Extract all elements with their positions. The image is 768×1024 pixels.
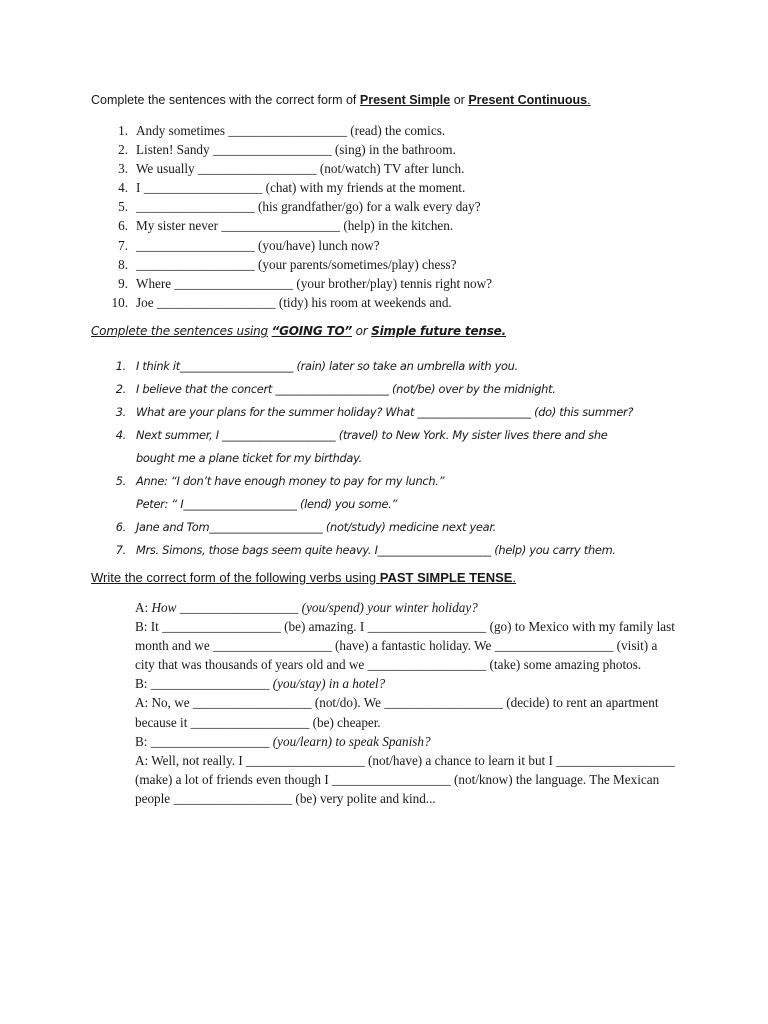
item-text: __________________ (his grandfather/go) for a walk every day? xyxy=(136,199,481,215)
dialog-line xyxy=(135,751,680,808)
item-number: 4. xyxy=(115,428,126,442)
section1-instruction xyxy=(91,93,591,107)
list-item xyxy=(112,539,676,562)
dialog-speaker: A: xyxy=(135,695,149,711)
item-text-continued: bought me a plane ticket for my birthday. xyxy=(136,451,362,465)
item-number: 1. xyxy=(118,123,128,138)
item-text: Joe __________________ (tidy) his room at weekends and. xyxy=(136,294,452,310)
item-number: 9. xyxy=(118,275,128,291)
list-item xyxy=(110,178,492,197)
list-item xyxy=(112,470,676,516)
dialog-text: Well, not really. I __________________ (not/have) a chance to learn it but I __________________ (make) a lot of friends even though I __________________ (not/know) the language. The Mexican people __________________ (be) very polite and kind... xyxy=(135,752,675,806)
item-text-continued: Peter: “ I_____________________ (lend) you some.” xyxy=(136,497,398,511)
dialog-speaker: B: xyxy=(135,676,148,692)
section3-dialog xyxy=(135,598,680,808)
list-item xyxy=(110,159,492,178)
item-text: Mrs. Simons, those bags seem quite heavy. I_____________________ (help) you carry them. xyxy=(136,543,616,557)
item-number: 1. xyxy=(115,359,126,373)
item-number: 6. xyxy=(115,520,126,534)
list-item xyxy=(110,121,492,140)
item-text: I think it_____________________ (rain) later so take an umbrella with you. xyxy=(136,359,518,373)
dialog-speaker: B: xyxy=(135,619,148,635)
item-number: 7. xyxy=(118,237,128,253)
item-text: Anne: “I don’t have enough money to pay for my lunch.” xyxy=(136,474,445,488)
section2-instruction-prefix: Complete the sentences using xyxy=(91,324,268,338)
dialog-line xyxy=(135,732,680,751)
section3-term-past-simple: PAST SIMPLE TENSE xyxy=(379,570,513,585)
section1-term-present-simple: Present Simple xyxy=(359,93,451,107)
dialog-text: No, we __________________ (not/do). We __________________ (decide) to rent an apartment because it __________________ (be) cheaper. xyxy=(135,695,659,730)
dialog-line xyxy=(135,598,680,617)
list-item xyxy=(110,216,492,235)
list-item xyxy=(110,236,492,255)
dialog-text: __________________ (you/learn) to speak Spanish? xyxy=(150,733,431,749)
list-item xyxy=(112,401,676,424)
list-item xyxy=(112,424,676,470)
section2-instruction xyxy=(91,324,506,338)
dialog-text: __________________ (you/stay) in a hotel? xyxy=(150,676,386,692)
section1-instruction-prefix: Complete the sentences with the correct form of xyxy=(91,93,357,107)
item-number: 2. xyxy=(118,142,128,158)
list-item xyxy=(110,140,492,159)
item-number: 3. xyxy=(118,161,128,177)
section2-list xyxy=(112,355,676,562)
section3-instruction-prefix: Write the correct form of the following verbs using xyxy=(91,570,377,585)
section1-instruction-or: or xyxy=(453,93,465,107)
item-text: Where __________________ (your brother/play) tennis right now? xyxy=(136,275,492,291)
item-number: 6. xyxy=(118,218,128,234)
section1-list xyxy=(110,121,492,312)
item-text: I __________________ (chat) with my friends at the moment. xyxy=(136,180,466,196)
section1-term-present-continuous: Present Continuous xyxy=(468,93,588,107)
item-text: Next summer, I _____________________ (travel) to New York. My sister lives there and she xyxy=(136,428,608,442)
item-number: 10. xyxy=(111,294,128,310)
list-item xyxy=(112,516,676,539)
section3-instruction-end: . xyxy=(512,570,517,585)
item-number: 4. xyxy=(118,180,128,196)
dialog-text: It __________________ (be) amazing. I __________________ (go) to Mexico with my family last month and we __________________ (have) a fantastic holiday. We __________________ (visit) a city that was thousands of years old and we __________________ (take) some amazing photos. xyxy=(135,619,675,673)
dialog-text: How __________________ (you/spend) your winter holiday? xyxy=(151,600,478,615)
item-number: 8. xyxy=(118,256,128,272)
list-item xyxy=(112,355,676,378)
item-text: I believe that the concert _____________________ (not/be) over by the midnight. xyxy=(136,382,556,396)
dialog-line xyxy=(135,693,680,731)
item-text: __________________ (your parents/sometimes/play) chess? xyxy=(136,256,457,272)
item-text: We usually __________________ (not/watch) TV after lunch. xyxy=(136,161,465,177)
item-number: 5. xyxy=(118,199,128,215)
item-number: 3. xyxy=(115,405,126,419)
section2-term-simple-future: Simple future tense. xyxy=(371,324,506,338)
section2-instruction-or: or xyxy=(355,324,368,338)
dialog-speaker: A: xyxy=(135,600,149,615)
list-item xyxy=(110,274,492,293)
list-item xyxy=(110,255,492,274)
list-item xyxy=(112,378,676,401)
section3-instruction xyxy=(91,570,516,585)
item-number: 7. xyxy=(115,543,126,557)
item-text: Listen! Sandy __________________ (sing) in the bathroom. xyxy=(136,142,456,158)
section2-term-going-to: “GOING TO” xyxy=(271,324,353,338)
item-text: Andy sometimes __________________ (read) the comics. xyxy=(136,123,446,138)
dialog-speaker: B: xyxy=(135,733,148,749)
item-number: 5. xyxy=(115,474,126,488)
dialog-line xyxy=(135,674,680,693)
dialog-line xyxy=(135,617,680,674)
item-text: __________________ (you/have) lunch now? xyxy=(136,237,380,253)
item-text: Jane and Tom_____________________ (not/study) medicine next year. xyxy=(136,520,496,534)
dialog-speaker: A: xyxy=(135,752,149,768)
item-number: 2. xyxy=(115,382,126,396)
item-text: What are your plans for the summer holiday? What _____________________ (do) this summer? xyxy=(136,405,634,419)
item-text: My sister never __________________ (help) in the kitchen. xyxy=(136,218,454,234)
section1-instruction-end: . xyxy=(587,93,591,107)
list-item xyxy=(110,293,492,312)
list-item xyxy=(110,197,492,216)
